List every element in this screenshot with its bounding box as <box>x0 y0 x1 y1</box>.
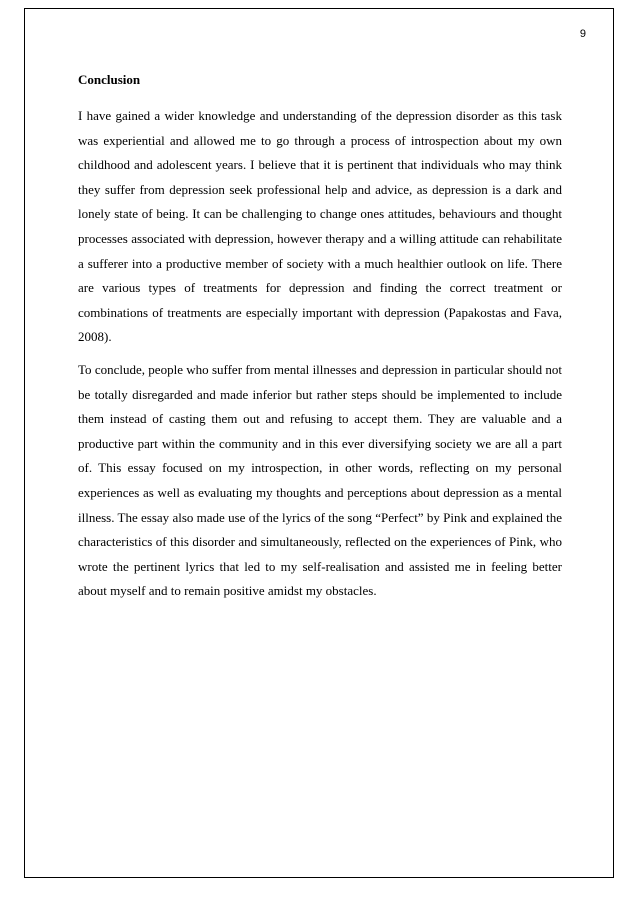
paragraph-1: I have gained a wider knowledge and understanding of the depression disorder as this task was experiential and allowed me to go through a process of introspection about my own childhood and adolescent years. I believe that it is pertinent that individuals who may think they suffer from depression seek professional help and advice, as depression is a dark and lonely state of being. It can be challenging to change ones attitudes, behaviours and thought processes associated with depression, however therapy and a willing attitude can rehabilitate a sufferer into a productive member of society with a much healthier outlook on life. There are various types of treatments for depression and finding the correct treatment or combinations of treatments are especially important with depression (Papakostas and Fava, 2008). <box>78 108 562 345</box>
paragraph-2: To conclude, people who suffer from mental illnesses and depression in particular should not be totally disregarded and made inferior but rather steps should be implemented to include them instead of casting them out and refusing to accept them. They are valuable and a productive part within the community and in this ever diversifying society we are all a part of. This essay focused on my introspection, in other words, reflecting on my personal experiences as well as evaluating my thoughts and perceptions about depression as a mental illness. The essay also made use of the lyrics of the song “Perfect” by Pink and explained the characteristics of this disorder and simultaneously, reflected on the experiences of Pink, who wrote the pertinent lyrics that led to my self-realisation and assisted me in feeling better about myself and to remain positive amidst my obstacles. <box>78 361 562 599</box>
document-body <box>78 68 562 612</box>
section-heading: Conclusion <box>78 72 141 87</box>
page-number: 9 <box>579 28 586 40</box>
